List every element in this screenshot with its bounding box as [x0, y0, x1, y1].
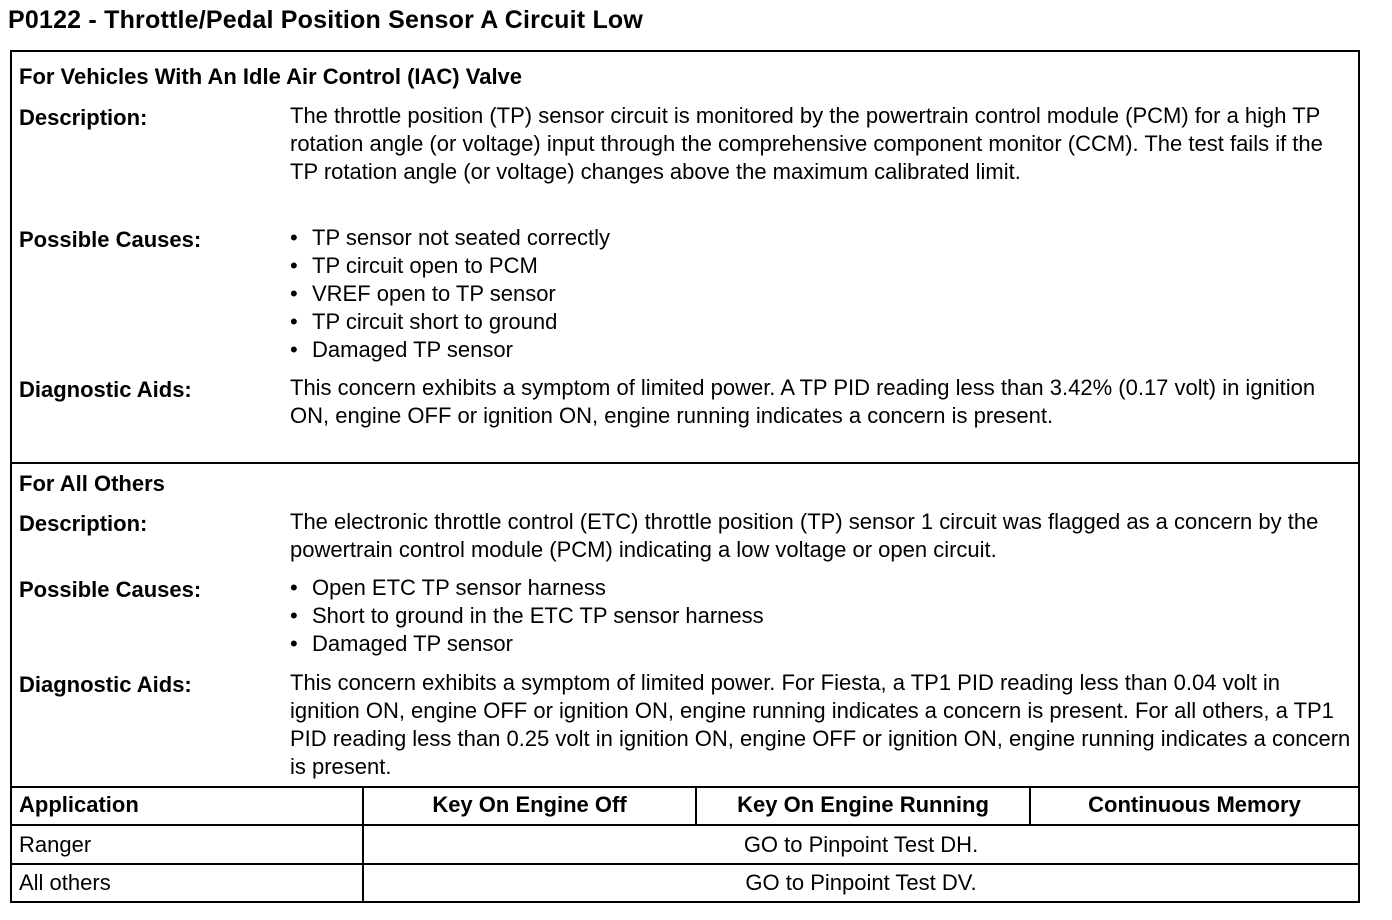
header-key-on-engine-off: Key On Engine Off: [364, 786, 697, 824]
section-all-others: [12, 462, 1358, 788]
page-title: P0122 - Throttle/Pedal Position Sensor A Circuit Low: [8, 6, 644, 34]
cause-item: • TP circuit short to ground: [290, 308, 1354, 336]
header-continuous-memory: Continuous Memory: [1088, 792, 1301, 817]
description-label: Description:: [19, 105, 148, 130]
application-cell: All others: [12, 865, 364, 901]
table-row: [12, 826, 1358, 865]
cause-item: • Open ETC TP sensor harness: [290, 574, 1354, 602]
description-text: The throttle position (TP) sensor circuit is monitored by the powertrain control module (PCM) for a high TP rotation angle (or voltage) input through the comprehensive component monitor (CCM). The test fails if the TP rotation angle (or voltage) changes above the maximum calibrated limit.: [290, 103, 1323, 184]
table-header-row: [12, 786, 1358, 826]
section-heading: For Vehicles With An Idle Air Control (IAC) Valve: [19, 64, 523, 89]
header-application: Application: [12, 786, 364, 824]
possible-causes-list: [290, 574, 1354, 658]
diagnostic-aids-text: This concern exhibits a symptom of limited power. A TP PID reading less than 3.42% (0.17 volt) in ignition ON, engine OFF or ignition ON, engine running indicates a concern is present.: [290, 375, 1316, 428]
diagnostic-aids-label: Diagnostic Aids:: [19, 672, 192, 697]
description-text: The electronic throttle control (ETC) throttle position (TP) sensor 1 circuit was flagged as a concern by the powertrain control module (PCM) indicating a low voltage or open circuit.: [290, 509, 1319, 562]
possible-causes-label: Possible Causes:: [19, 577, 202, 602]
possible-causes-list: [290, 224, 1354, 364]
cause-item: • Short to ground in the ETC TP sensor harness: [290, 602, 1354, 630]
application-table: [12, 786, 1358, 901]
dtc-info-box: [10, 50, 1360, 903]
description-label: Description:: [19, 511, 148, 536]
header-key-on-engine-running: Key On Engine Running: [697, 786, 1031, 824]
table-row: [12, 865, 1358, 901]
action-cell: GO to Pinpoint Test DH.: [743, 831, 979, 857]
action-cell: GO to Pinpoint Test DV.: [745, 870, 977, 895]
diagnostic-aids-text: This concern exhibits a symptom of limited power. For Fiesta, a TP1 PID reading less than 0.04 volt in ignition ON, engine OFF or ignition ON, engine running indicates a concern is present. For all others, a TP1 PID reading less than 0.25 volt in ignition ON, engine OFF or ignition ON, engine running indicates a concern is present.: [290, 670, 1351, 779]
section-heading: For All Others: [19, 471, 165, 496]
cause-item: • VREF open to TP sensor: [290, 280, 1354, 308]
application-cell: Ranger: [12, 826, 364, 863]
section-iac-valve: [12, 52, 1358, 464]
cause-item: • Damaged TP sensor: [290, 630, 1354, 658]
cause-item: • TP sensor not seated correctly: [290, 224, 1354, 252]
cause-item: • Damaged TP sensor: [290, 336, 1354, 364]
possible-causes-label: Possible Causes:: [19, 227, 202, 252]
diagnostic-aids-label: Diagnostic Aids:: [19, 377, 192, 402]
cause-item: • TP circuit open to PCM: [290, 252, 1354, 280]
